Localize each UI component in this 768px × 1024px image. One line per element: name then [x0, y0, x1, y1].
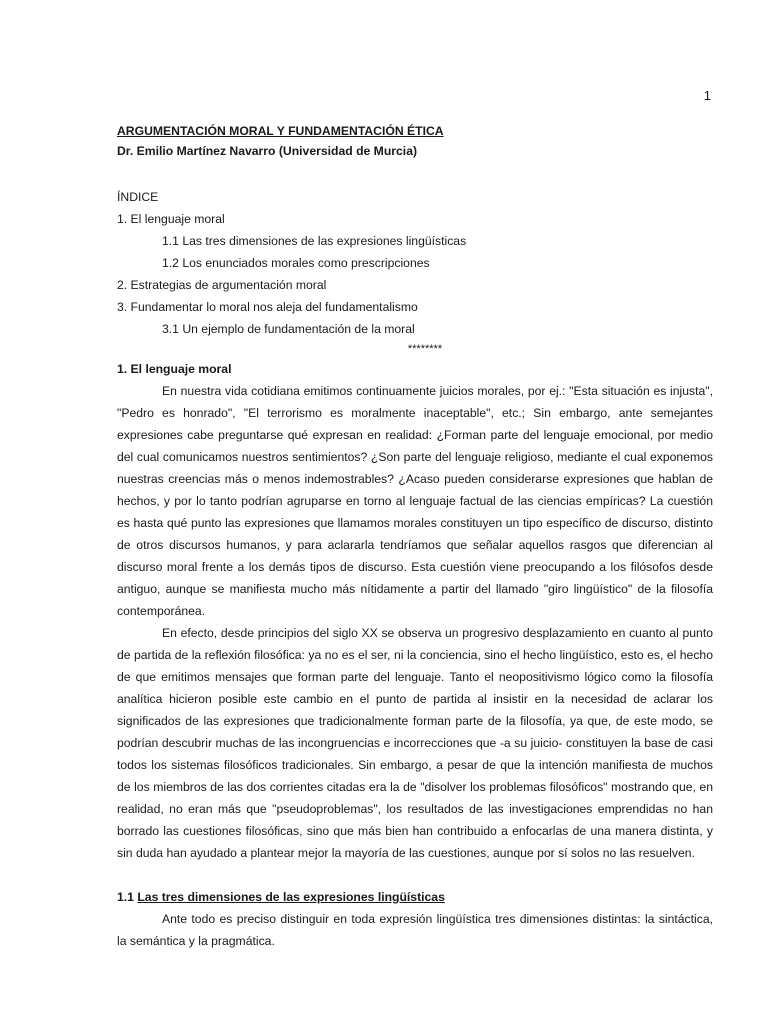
index-item: 3. Fundamentar lo moral nos aleja del fundamentalismo	[117, 300, 418, 314]
document-title: ARGUMENTACIÓN MORAL Y FUNDAMENTACIÓN ÉTICA	[117, 124, 444, 138]
body-paragraph: Ante todo es preciso distinguir en toda expresión lingüística tres dimensiones distintas: la sintáctica, la semántica y la pragmática.	[117, 912, 713, 948]
section-heading: 1. El lenguaje moral	[117, 362, 232, 376]
body-paragraph: En nuestra vida cotidiana emitimos continuamente juicios morales, por ej.: "Esta situación es injusta", "Pedro es honrado", "El terrorismo es moralmente inaceptable", etc.; Sin embargo, ante semejantes expresiones cabe preguntarse qué expresan en realidad: ¿Forman parte del lenguaje emocional, por medio del cual comunicamos nuestros sentimientos? ¿Son parte del lenguaje religioso, mediante el cual exponemos nuestras creencias más o menos indemostrables? ¿Acaso pueden considerarse expresiones que hablan de hechos, y por lo tanto podrían agruparse en torno al lenguaje factual de las ciencias empíricas? La cuestión es hasta qué punto las expresiones que llamamos morales constituyen un tipo específico de discurso, distinto de otros discursos humanos, y para aclararla tendríamos que señalar aquellos rasgos que diferencian al discurso moral frente a los demás tipos de discurso. Esta cuestión viene preocupando a los filósofos desde antiguo, aunque se manifiesta mucho más nítidamente a partir del llamado "giro lingüístico" de la filosofía contemporánea.	[117, 384, 713, 618]
index-item: 1. El lenguaje moral	[117, 212, 225, 226]
document-body	[117, 122, 713, 952]
index-subitem: 3.1 Un ejemplo de fundamentación de la moral	[162, 322, 415, 336]
index-subitem: 1.1 Las tres dimensiones de las expresiones lingüísticas	[162, 234, 467, 248]
body-paragraph: En efecto, desde principios del siglo XX se observa un progresivo desplazamiento en cuanto al punto de partida de la reflexión filosófica: ya no es el ser, ni la conciencia, sino el hecho lingüístico, esto es, el hecho de que emitimos mensajes que forman parte del lenguaje. Tanto el neopositivismo lógico como la filosofía analítica hicieron posible este cambio en el punto de partida al insistir en la necesidad de aclarar los significados de las expresiones que tradicionalmente forman parte de la filosofía, ya que, de este modo, se podrían descubrir muchas de las incongruencias e incorrecciones que -a su juicio- constituyen la base de casi todos los sistemas filosóficos tradicionales. Sin embargo, a pesar de que la intención manifiesta de muchos de los miembros de las dos corrientes citadas era la de "disolver los problemas filosóficos" mostrando que, en realidad, no eran más que "pseudoproblemas", los resultados de las investigaciones emprendidas no han borrado las cuestiones filosóficas, sino que más bien han contribuido a enfocarlas de una manera distinta, y sin duda han ayudado a plantear mejor la mayoría de las cuestiones, aunque por sí solos no las resuelven.	[117, 626, 713, 860]
page-number: 1	[703, 88, 711, 103]
subsection-title: Las tres dimensiones de las expresiones lingüísticas	[137, 890, 445, 904]
document-author: Dr. Emilio Martínez Navarro (Universidad de Murcia)	[117, 144, 418, 158]
subsection-heading	[117, 886, 713, 908]
index-subitem: 1.2 Los enunciados morales como prescripciones	[162, 256, 430, 270]
section-separator: ********	[407, 343, 443, 355]
index-heading: ÍNDICE	[117, 190, 159, 204]
index-item: 2. Estrategias de argumentación moral	[117, 278, 327, 292]
subsection-number: 1.1	[117, 890, 134, 904]
